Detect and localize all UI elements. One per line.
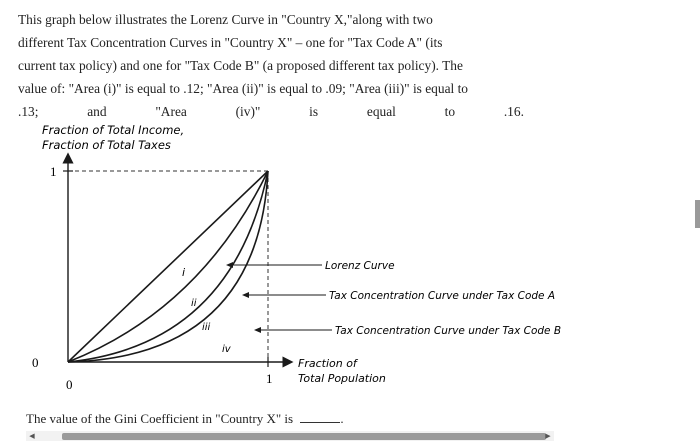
gini-question <box>26 411 344 427</box>
tax-code-a-label: Tax Concentration Curve under Tax Code A <box>329 290 556 302</box>
question-line-1: This graph below illustrates the Lorenz Curve in "Country X,"along with two <box>18 12 433 27</box>
vertical-scroll-thumb[interactable] <box>695 200 700 228</box>
question-text <box>18 8 524 123</box>
tax-a-leader-arrowhead <box>242 292 249 298</box>
line5-word: (iv)" <box>235 104 261 119</box>
question-line-4: value of: "Area (i)" is equal to .12; "Area (ii)" is equal to .09; "Area (iii)" is equal to <box>18 81 469 96</box>
tax-code-b-label: Tax Concentration Curve under Tax Code B <box>335 325 562 337</box>
answer-blank[interactable] <box>300 422 340 423</box>
horizontal-scrollbar[interactable] <box>26 431 554 441</box>
lorenz-figure <box>0 115 600 415</box>
gini-question-text: The value of the Gini Coefficient in "Country X" is <box>26 411 294 426</box>
y-axis-label-line2: Fraction of Total Taxes <box>42 138 171 152</box>
region-label-iv: iv <box>222 344 231 355</box>
line5-word: is <box>309 104 319 119</box>
question-line-2: different Tax Concentration Curves in "Country X" – one for "Tax Code A" (its <box>18 35 443 50</box>
tax-b-leader-arrowhead <box>254 327 261 333</box>
x-axis-label-line1: Fraction of <box>298 357 357 370</box>
line5-word: .13; <box>18 104 39 119</box>
line5-word: to <box>444 104 456 119</box>
question-line-3: current tax policy) and one for "Tax Code B" (a proposed different tax policy). The <box>18 58 463 73</box>
y-tick-label: 1 <box>50 164 57 179</box>
lorenz-curve-label: Lorenz Curve <box>325 260 395 272</box>
scroll-left-icon[interactable]: ◀ <box>29 432 35 440</box>
scroll-thumb[interactable] <box>62 433 546 440</box>
x-axis-label-line2: Total Population <box>298 372 386 385</box>
line5-word: and <box>87 104 107 119</box>
origin-x-label: 0 <box>66 377 73 392</box>
region-label-iii: iii <box>202 322 211 333</box>
gini-question-period: . <box>340 411 344 426</box>
origin-y-label: 0 <box>32 355 39 370</box>
x-tick-label: 1 <box>266 371 273 386</box>
line5-word: .16. <box>503 104 524 119</box>
scroll-right-icon[interactable]: ▶ <box>545 432 551 440</box>
region-label-ii: ii <box>191 298 197 309</box>
y-axis-label-line1: Fraction of Total Income, <box>42 123 185 137</box>
line5-word: equal <box>366 104 396 119</box>
region-label-i: i <box>182 266 186 279</box>
lorenz-leader-arrowhead <box>226 262 233 268</box>
equality-line <box>68 171 268 362</box>
lorenz-chart-svg <box>0 115 600 415</box>
line5-word: "Area <box>155 104 187 119</box>
